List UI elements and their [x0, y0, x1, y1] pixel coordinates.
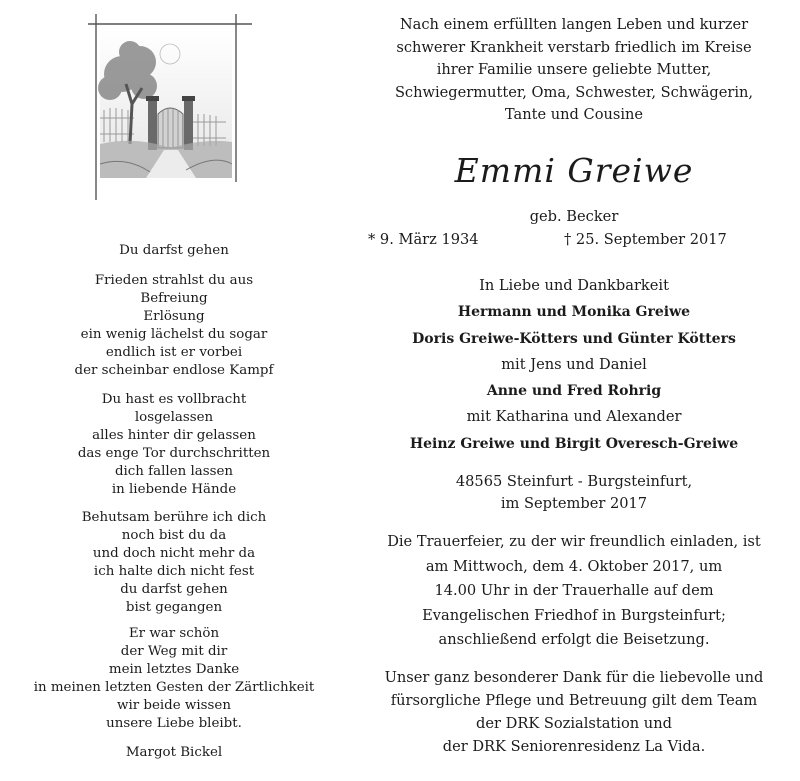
- intro-line: Schwiegermutter, Oma, Schwester, Schwägerin,: [394, 83, 754, 101]
- family-name: Anne und Fred Rohrig: [486, 383, 662, 400]
- poem-line: du darfst gehen: [120, 581, 228, 597]
- funeral-line: 14.00 Uhr in der Trauerhalle auf dem: [434, 582, 714, 600]
- poem-line: das enge Tor durchschritten: [77, 445, 271, 461]
- poem-line: der scheinbar endlose Kampf: [74, 362, 274, 378]
- poem-line: alles hinter dir gelassen: [92, 427, 256, 443]
- poem-line: dich fallen lassen: [114, 463, 234, 479]
- thanks-line: Unser ganz besonderer Dank für die liebevolle und: [384, 669, 764, 686]
- poem-line: endlich ist er vorbei: [105, 344, 243, 360]
- death-date: † 25. September 2017: [564, 231, 727, 248]
- family-name: Doris Greiwe-Kötters und Günter Kötters: [412, 330, 736, 347]
- poem-author: Margot Bickel: [125, 745, 223, 760]
- poem-line: Er war schön: [128, 626, 220, 641]
- family-name: Heinz Greiwe und Birgit Overesch-Greiwe: [409, 435, 739, 452]
- poem-stanza: [0, 509, 348, 616]
- poem-line: in meinen letzten Gesten der Zärtlichkeit: [33, 679, 315, 695]
- poem-line: Du hast es vollbracht: [101, 392, 247, 407]
- poem-line: bist gegangen: [125, 599, 223, 615]
- poem-line: losgelassen: [134, 409, 214, 425]
- left-column: [0, 0, 348, 781]
- poem-line: in liebende Hände: [111, 481, 237, 497]
- birth-date: * 9. März 1934: [368, 231, 479, 248]
- poem-line: mein letztes Danke: [108, 661, 240, 677]
- family-line: In Liebe und Dankbarkeit: [479, 277, 669, 294]
- place-line: im September 2017: [500, 494, 648, 512]
- funeral-info: [348, 530, 800, 653]
- poem-stanza: [0, 391, 348, 498]
- thanks-line: fürsorgliche Pflege und Betreuung gilt dem Team: [390, 692, 758, 709]
- poem-stanza: [0, 625, 348, 732]
- intro-line: Tante und Cousine: [504, 106, 644, 124]
- funeral-line: Die Trauerfeier, zu der wir freundlich einladen, ist: [387, 533, 761, 550]
- place-date: [348, 471, 800, 514]
- poem-line: wir beide wissen: [117, 697, 231, 713]
- poem-title: Du darfst gehen: [119, 243, 229, 258]
- poem-line: Erlösung: [143, 308, 205, 324]
- family-list: [348, 273, 800, 457]
- family-line: mit Jens und Daniel: [501, 355, 647, 373]
- intro-line: schwerer Krankheit verstarb friedlich im Kreise: [396, 38, 752, 56]
- family-name: Hermann und Monika Greiwe: [457, 304, 691, 321]
- poem-line: und doch nicht mehr da: [92, 545, 256, 561]
- intro-line: ihrer Familie unsere geliebte Mutter,: [436, 61, 712, 79]
- notice-column: [348, 0, 800, 781]
- maiden-name: geb. Becker: [529, 208, 619, 225]
- deceased-name: Emmi Greiwe: [454, 151, 694, 190]
- intro-text: [348, 14, 800, 127]
- poem-line: unsere Liebe bleibt.: [106, 715, 242, 731]
- garden-gate-illustration: [86, 14, 254, 200]
- poem-line: ein wenig lächelst du sogar: [80, 326, 268, 342]
- place-line: 48565 Steinfurt - Burgsteinfurt,: [455, 473, 693, 490]
- poem-stanza: [0, 272, 348, 379]
- thanks-text: [348, 666, 800, 758]
- poem-line: noch bist du da: [121, 527, 227, 543]
- funeral-line: Evangelischen Friedhof in Burgsteinfurt;: [422, 606, 726, 624]
- funeral-line: anschließend erfolgt die Beisetzung.: [438, 631, 710, 649]
- poem-line: ich halte dich nicht fest: [93, 563, 255, 579]
- poem-line: Frieden strahlst du aus: [94, 273, 254, 288]
- family-line: mit Katharina und Alexander: [466, 408, 682, 426]
- poem-line: Befreiung: [140, 290, 208, 306]
- thanks-line: der DRK Sozialstation und: [476, 715, 672, 732]
- intro-line: Nach einem erfüllten langen Leben und kurzer: [399, 16, 749, 33]
- poem-line: der Weg mit dir: [120, 643, 228, 659]
- thanks-line: der DRK Seniorenresidenz La Vida.: [442, 738, 706, 755]
- poem-line: Behutsam berühre ich dich: [81, 510, 267, 525]
- funeral-line: am Mittwoch, dem 4. Oktober 2017, um: [425, 557, 723, 575]
